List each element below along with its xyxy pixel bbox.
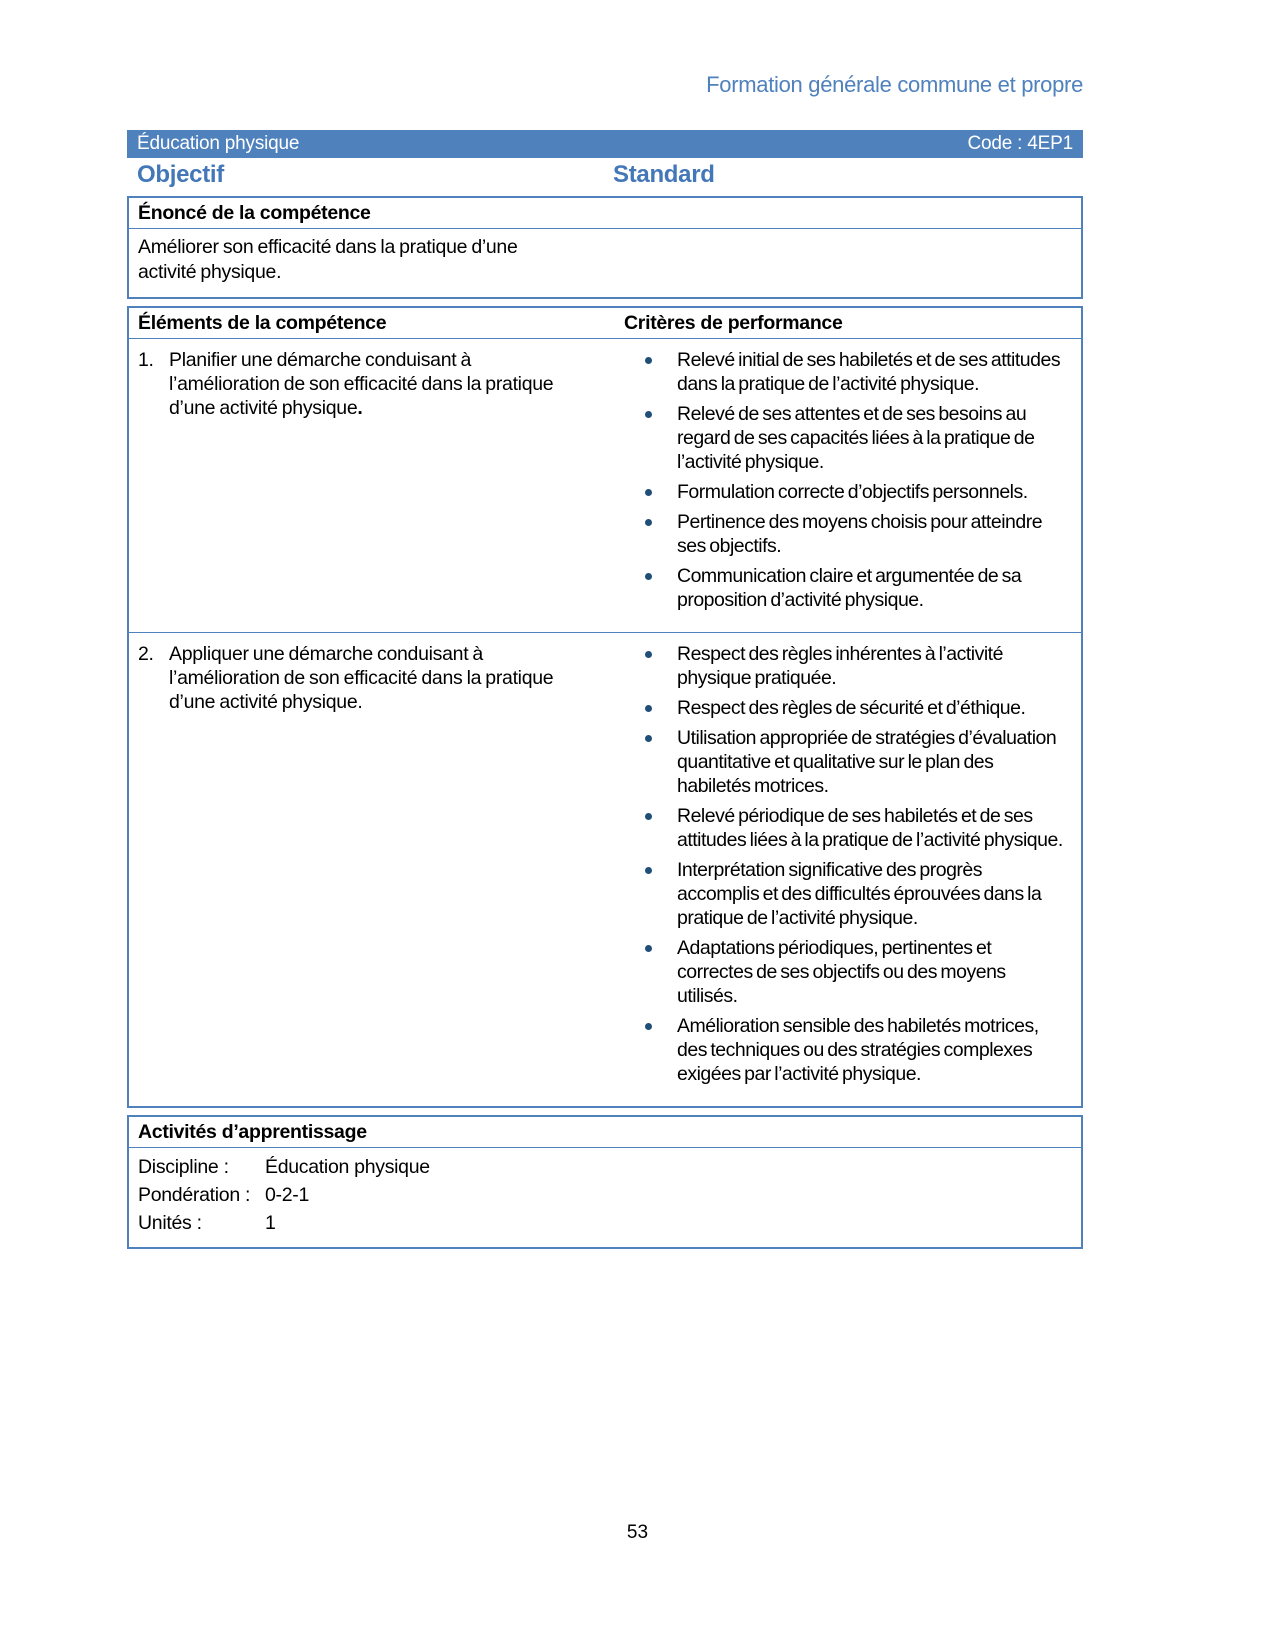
criteres-header: Critères de performance bbox=[624, 312, 843, 334]
field-row-unites bbox=[138, 1209, 1072, 1237]
bullet-icon bbox=[645, 489, 652, 496]
criteria-item bbox=[615, 726, 1081, 798]
bullet-icon bbox=[645, 705, 652, 712]
activites-fields bbox=[129, 1148, 1081, 1247]
field-value: 1 bbox=[265, 1212, 276, 1234]
bullet-icon bbox=[645, 519, 652, 526]
criteria-item bbox=[615, 564, 1081, 612]
activites-table bbox=[127, 1115, 1083, 1249]
criteria-item bbox=[615, 804, 1081, 852]
field-row-ponderation bbox=[138, 1181, 1072, 1209]
bullet-icon bbox=[645, 651, 652, 658]
criteria-list bbox=[615, 348, 1081, 612]
standard-heading: Standard bbox=[613, 161, 715, 188]
criteria-item bbox=[615, 642, 1081, 690]
field-value: Éducation physique bbox=[265, 1156, 430, 1178]
criteria-item bbox=[615, 858, 1081, 930]
criteria-text: Utilisation appropriée de stratégies d’évaluation quantitative et qualitative sur le plan des habiletés motrices. bbox=[677, 727, 1057, 797]
bullet-icon bbox=[645, 813, 652, 820]
criteria-cell-1 bbox=[615, 339, 1081, 632]
page-content bbox=[127, 0, 1083, 1249]
title-banner bbox=[127, 130, 1083, 158]
competence-table bbox=[127, 306, 1083, 1108]
field-label: Discipline : bbox=[138, 1156, 229, 1178]
enonce-body bbox=[129, 229, 1081, 297]
element-text bbox=[169, 642, 584, 1096]
bullet-icon bbox=[645, 573, 652, 580]
objectif-heading: Objectif bbox=[137, 161, 224, 188]
bullet-icon bbox=[645, 1023, 652, 1030]
activites-header: Activités d’apprentissage bbox=[129, 1117, 1081, 1148]
criteria-item bbox=[615, 348, 1081, 396]
criteria-text: Communication claire et argumentée de sa proposition d’activité physique. bbox=[677, 565, 1022, 611]
bullet-icon bbox=[645, 735, 652, 742]
page-number: 53 bbox=[626, 1522, 649, 1543]
element-text bbox=[169, 348, 584, 622]
element-cell-1 bbox=[129, 339, 615, 632]
running-header: Formation générale commune et propre bbox=[706, 72, 1083, 97]
criteria-item bbox=[615, 696, 1081, 720]
enonce-table bbox=[127, 196, 1083, 299]
criteria-text: Relevé périodique de ses habiletés et de ses attitudes liées à la pratique de l’activité physique. bbox=[677, 805, 1063, 851]
bullet-icon bbox=[645, 945, 652, 952]
field-row-discipline bbox=[138, 1153, 1072, 1181]
competence-header-row bbox=[129, 308, 1081, 339]
competence-row-1 bbox=[129, 339, 1081, 632]
enonce-header: Énoncé de la compétence bbox=[129, 198, 1081, 229]
bullet-icon bbox=[645, 357, 652, 364]
element-number: 2. bbox=[138, 643, 154, 665]
criteria-text: Amélioration sensible des habiletés motrices, des techniques ou des stratégies complexes exigées par l’activité physique. bbox=[677, 1015, 1039, 1085]
bullet-icon bbox=[645, 867, 652, 874]
criteria-item bbox=[615, 402, 1081, 474]
field-value: 0-2-1 bbox=[265, 1184, 310, 1206]
element-cell-2 bbox=[129, 633, 615, 1106]
criteria-item bbox=[615, 510, 1081, 558]
field-label: Pondération : bbox=[138, 1184, 251, 1206]
criteria-item bbox=[615, 480, 1081, 504]
criteria-item bbox=[615, 936, 1081, 1008]
elements-header: Éléments de la compétence bbox=[138, 312, 387, 334]
criteria-text: Formulation correcte d’objectifs personnels. bbox=[677, 481, 1028, 503]
criteria-list bbox=[615, 642, 1081, 1086]
competence-row-2 bbox=[129, 632, 1081, 1106]
element-text-body: Appliquer une démarche conduisant à l’amélioration de son efficacité dans la pratique d’une activité physique. bbox=[169, 643, 554, 713]
bullet-icon bbox=[645, 411, 652, 418]
criteria-item bbox=[615, 1014, 1081, 1086]
enonce-text: Améliorer son efficacité dans la pratique d’une activité physique. bbox=[138, 236, 518, 283]
field-label: Unités : bbox=[138, 1212, 202, 1234]
element-bold-period: . bbox=[357, 397, 363, 419]
criteria-text: Adaptations périodiques, pertinentes et correctes de ses objectifs ou des moyens utilisés. bbox=[677, 937, 1006, 1007]
element-text-body: Planifier une démarche conduisant à l’amélioration de son efficacité dans la pratique d’une activité physique bbox=[169, 349, 554, 419]
element-number: 1. bbox=[138, 349, 154, 371]
criteria-text: Relevé de ses attentes et de ses besoins au regard de ses capacités liées à la pratique de l’activité physique. bbox=[677, 403, 1035, 473]
column-headings bbox=[127, 161, 1083, 189]
banner-code: Code : 4EP1 bbox=[967, 133, 1073, 154]
criteria-text: Respect des règles de sécurité et d’éthique. bbox=[677, 697, 1026, 719]
criteria-text: Interprétation significative des progrès accomplis et des difficultés éprouvées dans la pratique de l’activité physique. bbox=[677, 859, 1042, 929]
banner-title: Éducation physique bbox=[137, 133, 300, 154]
criteria-text: Pertinence des moyens choisis pour atteindre ses objectifs. bbox=[677, 511, 1043, 557]
criteria-cell-2 bbox=[615, 633, 1081, 1106]
criteria-text: Respect des règles inhérentes à l’activité physique pratiquée. bbox=[677, 643, 1003, 689]
criteria-text: Relevé initial de ses habiletés et de ses attitudes dans la pratique de l’activité physique. bbox=[677, 349, 1061, 395]
